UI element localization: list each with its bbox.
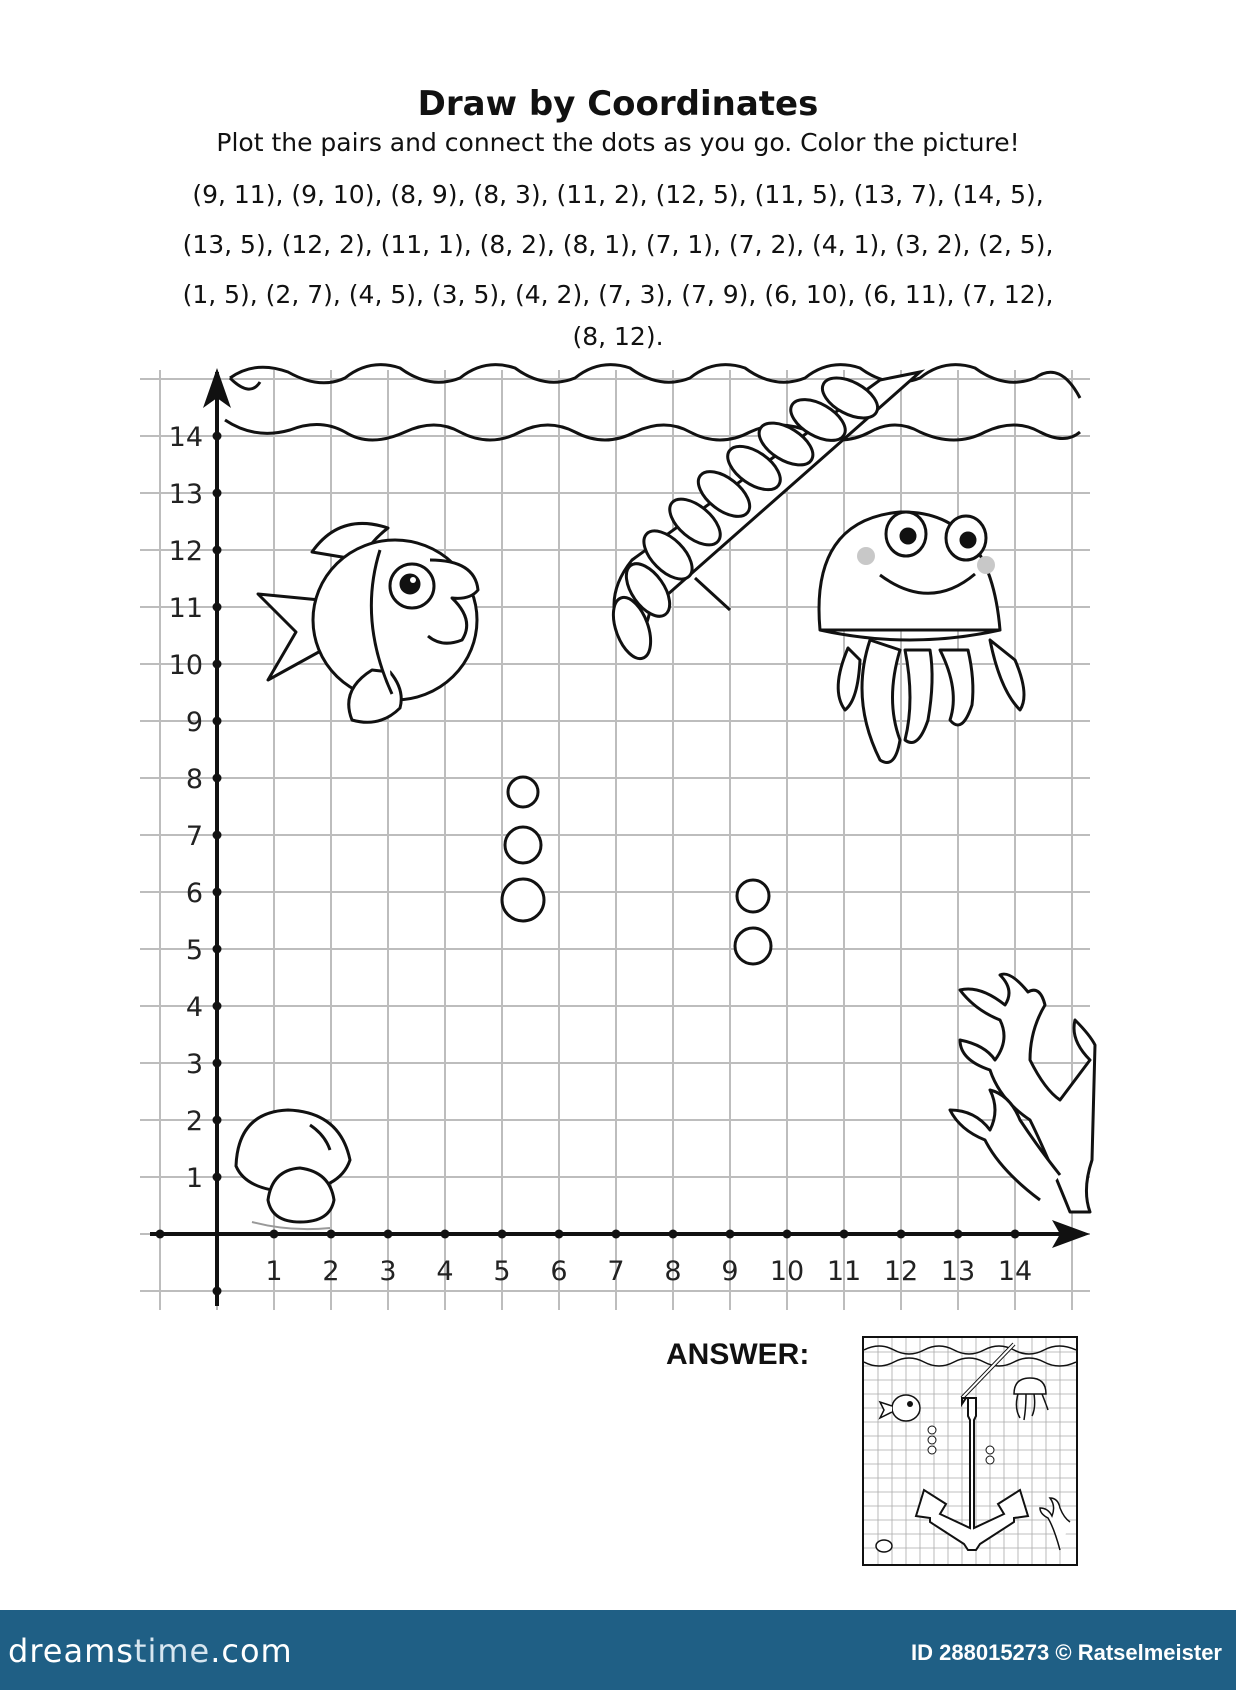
x-tick-label: 5: [493, 1256, 511, 1287]
footer-bar: [0, 1610, 1236, 1690]
y-tick-dot: [213, 831, 222, 840]
x-tick-dot: [726, 1230, 735, 1239]
x-tick-label: 1: [265, 1256, 283, 1287]
coordinate-line-1: (9, 11), (9, 10), (8, 9), (8, 3), (11, 2), (12, 5), (11, 5), (13, 7), (14, 5),: [192, 180, 1044, 209]
y-tick-label: 14: [168, 422, 203, 453]
page-title: Draw by Coordinates: [417, 84, 819, 124]
y-tick-label: 8: [185, 764, 203, 795]
answer-anchor-icon: [864, 1338, 1076, 1564]
x-tick-dot: [954, 1230, 963, 1239]
y-tick-label: 11: [168, 593, 203, 624]
y-tick-dot: [213, 489, 222, 498]
x-tick-dot: [270, 1230, 279, 1239]
coordinate-line-2: (13, 5), (12, 2), (11, 1), (8, 2), (8, 1), (7, 1), (7, 2), (4, 1), (3, 2), (2, 5),: [182, 230, 1054, 259]
x-tick-dot: [156, 1230, 165, 1239]
y-tick-dot: [213, 546, 222, 555]
x-tick-dot: [327, 1230, 336, 1239]
y-tick-label: 5: [185, 935, 203, 966]
x-tick-label: 7: [607, 1256, 625, 1287]
y-tick-dot: [213, 1059, 222, 1068]
y-tick-dot: [213, 1287, 222, 1296]
footer-image-id: ID 288015273 © Ratselmeister: [911, 1640, 1222, 1665]
x-tick-label: 2: [322, 1256, 340, 1287]
x-tick-label: 13: [940, 1256, 976, 1287]
y-tick-dot: [213, 945, 222, 954]
y-tick-label: 7: [185, 821, 203, 852]
x-tick-dot: [498, 1230, 507, 1239]
x-tick-label: 12: [883, 1256, 919, 1287]
x-tick-label: 6: [550, 1256, 568, 1287]
x-tick-dot: [783, 1230, 792, 1239]
x-tick-label: 4: [436, 1256, 454, 1287]
x-tick-labels: [265, 1256, 1032, 1287]
y-tick-dot: [213, 1002, 222, 1011]
x-tick-label: 10: [769, 1256, 805, 1287]
y-tick-label: 2: [185, 1106, 203, 1137]
shell-icon: [236, 1110, 350, 1229]
y-tick-dot: [213, 717, 222, 726]
footer-brand: [8, 1632, 293, 1670]
y-tick-label: 6: [185, 878, 203, 909]
instructions-text: Plot the pairs and connect the dots as you go. Color the picture!: [216, 128, 1020, 157]
y-tick-label: 9: [185, 707, 203, 738]
footer-brand-thin: time: [133, 1632, 211, 1670]
x-tick-label: 8: [664, 1256, 682, 1287]
answer-thumbnail: [862, 1336, 1078, 1566]
y-tick-label: 4: [185, 992, 203, 1023]
answer-label: ANSWER:: [666, 1338, 810, 1371]
x-tick-label: 11: [826, 1256, 862, 1287]
x-tick-label: 14: [997, 1256, 1033, 1287]
wave-icon: [225, 365, 1080, 440]
x-tick-label: 9: [721, 1256, 739, 1287]
y-tick-dot: [213, 774, 222, 783]
y-tick-label: 1: [185, 1163, 203, 1194]
y-tick-label: 12: [168, 536, 203, 567]
footer-brand-suffix: .com: [210, 1632, 293, 1670]
y-tick-dot: [213, 1116, 222, 1125]
coordinate-line-3: (1, 5), (2, 7), (4, 5), (3, 5), (4, 2), (7, 3), (7, 9), (6, 10), (6, 11), (7, 12),: [182, 280, 1054, 309]
x-tick-dot: [441, 1230, 450, 1239]
y-tick-labels: [169, 422, 203, 1194]
footer-brand-main: dreams: [8, 1632, 134, 1670]
x-tick-dot: [897, 1230, 906, 1239]
x-tick-label: 3: [379, 1256, 397, 1287]
y-tick-dot: [213, 660, 222, 669]
x-tick-dot: [1011, 1230, 1020, 1239]
x-tick-dot: [669, 1230, 678, 1239]
y-tick-label: 10: [168, 650, 203, 681]
y-tick-label: 3: [185, 1049, 203, 1080]
y-tick-dot: [213, 888, 222, 897]
x-tick-dot: [612, 1230, 621, 1239]
y-tick-dot: [213, 603, 222, 612]
y-tick-dot: [213, 432, 222, 441]
x-tick-dot: [384, 1230, 393, 1239]
coordinate-line-4: (8, 12).: [572, 322, 664, 351]
x-tick-dot: [555, 1230, 564, 1239]
x-tick-dot: [840, 1230, 849, 1239]
y-tick-label: 13: [168, 479, 203, 510]
y-tick-dot: [213, 1173, 222, 1182]
